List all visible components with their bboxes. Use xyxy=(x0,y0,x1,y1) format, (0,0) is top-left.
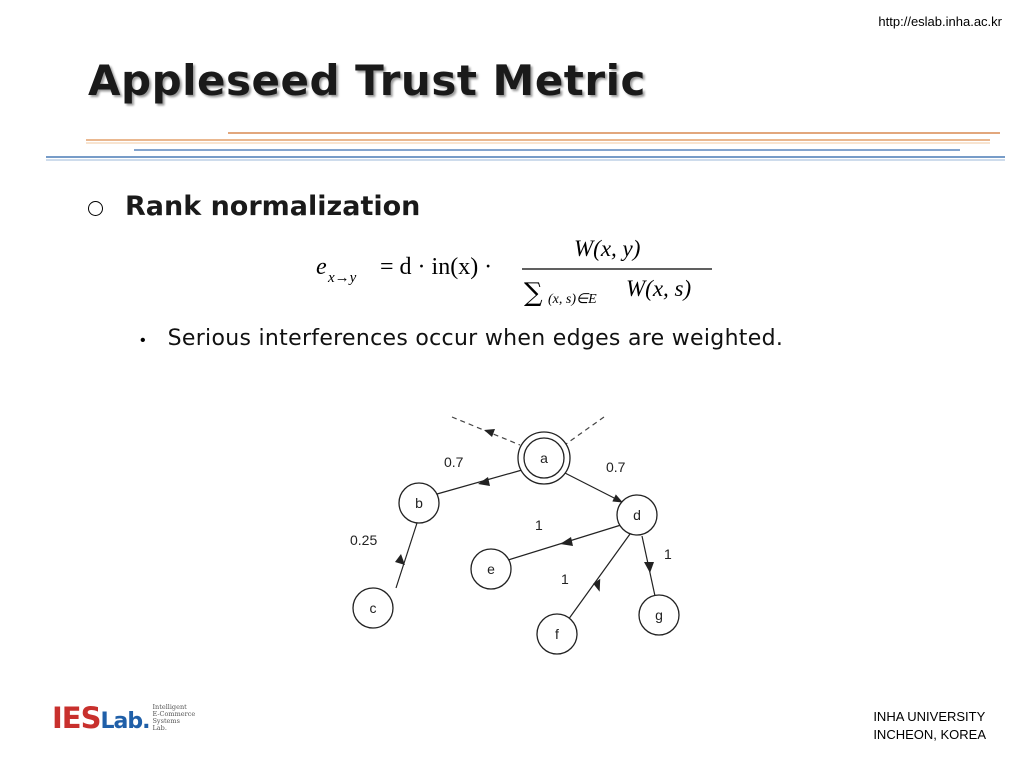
edge-a-b xyxy=(437,470,522,494)
university-name: INHA UNIVERSITY xyxy=(873,709,986,724)
tag-line-2: E-Commerce xyxy=(152,709,196,718)
ieslab-logo-ies: IES xyxy=(52,701,101,735)
hollow-circle-bullet-icon xyxy=(88,201,103,216)
edge-d-e-arrowhead-icon xyxy=(560,537,573,546)
node-g-label: g xyxy=(655,607,663,623)
node-f-label: f xyxy=(555,626,559,642)
node-a-label: a xyxy=(540,450,548,466)
formula-lhs-subscript: x→y xyxy=(328,270,357,286)
edge-d-g-weight: 1 xyxy=(664,546,672,562)
ieslab-logo xyxy=(52,701,196,735)
header-url: http://eslab.inha.ac.kr xyxy=(878,14,1002,29)
tag-line-3: Systems xyxy=(152,716,180,725)
formula-numerator: W(x, y) xyxy=(574,236,641,261)
sum-icon: ∑ xyxy=(524,278,543,308)
edge-d-e-weight: 1 xyxy=(535,517,543,533)
formula-lhs-base: e xyxy=(316,254,327,280)
tag-line-1: Intelligent xyxy=(152,702,187,711)
edge-a-d-weight: 0.7 xyxy=(606,459,626,475)
formula-rhs-prefix: = d · in(x) · xyxy=(380,254,493,280)
formula-denominator-subscript: (x, s)∈E xyxy=(548,292,597,307)
university-footer xyxy=(873,708,986,744)
bullet-serious-interferences xyxy=(140,326,783,351)
ieslab-logo-lab: Lab. xyxy=(100,709,150,734)
ieslab-logo-tagline xyxy=(152,704,195,732)
rank-normalization-formula xyxy=(314,232,724,312)
ieslab-logo-mark xyxy=(52,701,150,735)
slide-title: Appleseed Trust Metric xyxy=(88,56,646,105)
bullet-rank-normalization xyxy=(88,191,420,222)
node-b-label: b xyxy=(415,495,423,511)
edge-d-f xyxy=(568,534,630,620)
edge-a-d xyxy=(563,472,622,502)
bullet-serious-interferences-text: Serious interferences occur when edges are weighted. xyxy=(167,326,784,351)
incoming-arrowhead-icon xyxy=(484,429,495,437)
title-underline-rules xyxy=(0,128,1024,164)
edge-b-c-arrowhead-icon xyxy=(395,554,405,565)
node-e-label: e xyxy=(487,561,495,577)
trust-graph-diagram xyxy=(330,405,700,665)
university-location: INCHEON, KOREA xyxy=(873,727,986,742)
node-d-label: d xyxy=(633,507,641,523)
edge-b-c xyxy=(396,523,417,588)
formula-denominator: W(x, s) xyxy=(626,276,692,301)
bullet-rank-normalization-text: Rank normalization xyxy=(125,191,421,222)
incoming-edge-right xyxy=(566,417,604,444)
bullet-dot-icon: • xyxy=(140,332,146,349)
edge-b-c-weight: 0.25 xyxy=(350,532,378,548)
edge-d-f-weight: 1 xyxy=(561,571,569,587)
edge-a-b-weight: 0.7 xyxy=(444,454,464,470)
node-c-label: c xyxy=(369,600,377,616)
edge-d-g-arrowhead-icon xyxy=(644,562,654,573)
tag-line-4: Lab. xyxy=(152,723,167,732)
